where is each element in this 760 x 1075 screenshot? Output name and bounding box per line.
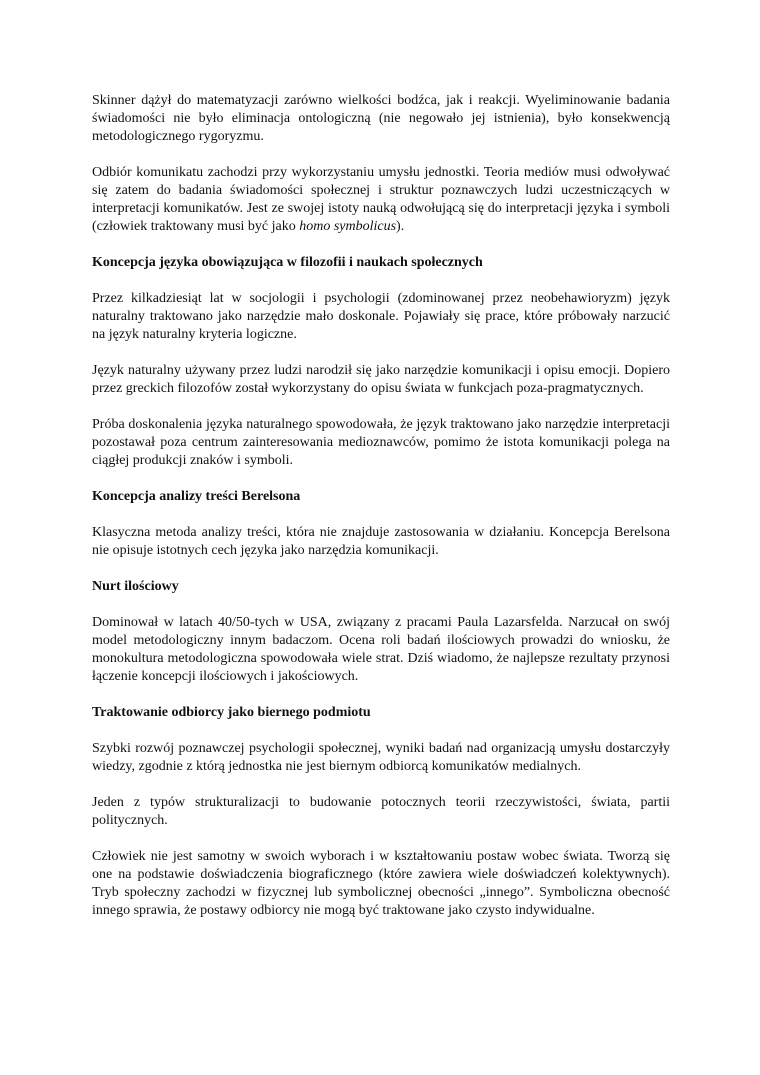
paragraph-odbior-komunikatu — [92, 164, 670, 236]
document-page — [92, 92, 670, 938]
heading-analiza-tresci: Koncepcja analizy treści Berelsona — [92, 489, 301, 504]
paragraph-jezyk-naturalny: Język naturalny używany przez ludzi narodził się jako narzędzie komunikacji i opisu emocji. Dopiero przez greckich filozofów został wykorzystany do opisu świata w funkcjach poza-pragmatycznych. — [92, 363, 670, 396]
paragraph-skinner: Skinner dążył do matematyzacji zarówno wielkości bodźca, jak i reakcji. Wyeliminowanie badania świadomości nie było eliminacja ontologiczną (nie negowało jej istnienia), było konsekwencją metodologicznego rygoryzmu. — [92, 93, 670, 144]
paragraph-kilkadziesiat-lat: Przez kilkadziesiąt lat w socjologii i psychologii (zdominowanej przez neobehawioryzm) język naturalny traktowano jako narzędzie mało doskonale. Pojawiały się prace, które próbowały narzucić na język naturalny kryteria logiczne. — [92, 291, 670, 342]
paragraph-proba-doskonalenia: Próba doskonalenia języka naturalnego spowodowała, że język traktowano jako narzędzie interpretacji pozostawał poza centrum zainteresowania medioznawców, pomimo że istota komunikacji polega na ciągłej produkcji znaków i symboli. — [92, 417, 670, 468]
heading-koncepcja-jezyka: Koncepcja języka obowiązująca w filozofii i naukach społecznych — [92, 255, 483, 270]
paragraph-klasyczna-metoda: Klasyczna metoda analizy treści, która nie znajduje zastosowania w działaniu. Koncepcja Berelsona nie opisuje istotnych cech języka jako narzędzia komunikacji. — [92, 525, 670, 558]
paragraph-text: Odbiór komunikatu zachodzi przy wykorzystaniu umysłu jednostki. Teoria mediów musi odwoływać się zatem do badania świadomości społecznej i struktur poznawczych ludzi uczestniczących w interpretacji komunikatów. Jest ze swojej istoty nauką odwołującą się do interpretacji języka i symboli (człowiek traktowany musi być jako — [92, 165, 670, 234]
paragraph-dominowal: Dominował w latach 40/50-tych w USA, związany z pracami Paula Lazarsfelda. Narzucał on swój model metodologiczny innym badaczom. Ocena roli badań ilościowych prowadzi do wniosku, że monokultura metodologiczna spowodowała wiele strat. Dziś wiadomo, że najlepsze rezultaty przynosi łączenie koncepcji ilościowych i jakościowych. — [92, 615, 670, 684]
heading-nurt-ilosciowy: Nurt ilościowy — [92, 579, 179, 594]
paragraph-strukturalizacja: Jeden z typów strukturalizacji to budowanie potocznych teorii rzeczywistości, świata, partii politycznych. — [92, 795, 670, 828]
italic-term: homo symbolicus — [299, 219, 397, 234]
paragraph-tail: ). — [396, 219, 405, 234]
paragraph-czlowiek-nie-jest-samotny: Człowiek nie jest samotny w swoich wyborach i w kształtowaniu postaw wobec świata. Tworzą się one na podstawie doświadczenia biograficznego (które zawiera wiele doświadczeń kolektywnych). Tryb społeczny zachodzi w fizycznej lub symbolicznej obecności „innego”. Symboliczna obecność innego sprawia, że postawy odbiorcy nie mogą być traktowane jako czysto indywidualne. — [92, 849, 670, 918]
heading-odbiorca-bierny: Traktowanie odbiorcy jako biernego podmiotu — [92, 705, 371, 720]
paragraph-szybki-rozwoj: Szybki rozwój poznawczej psychologii społecznej, wyniki badań nad organizacją umysłu dostarczyły wiedzy, zgodnie z którą jednostka nie jest biernym odbiorcą komunikatów medialnych. — [92, 741, 670, 774]
